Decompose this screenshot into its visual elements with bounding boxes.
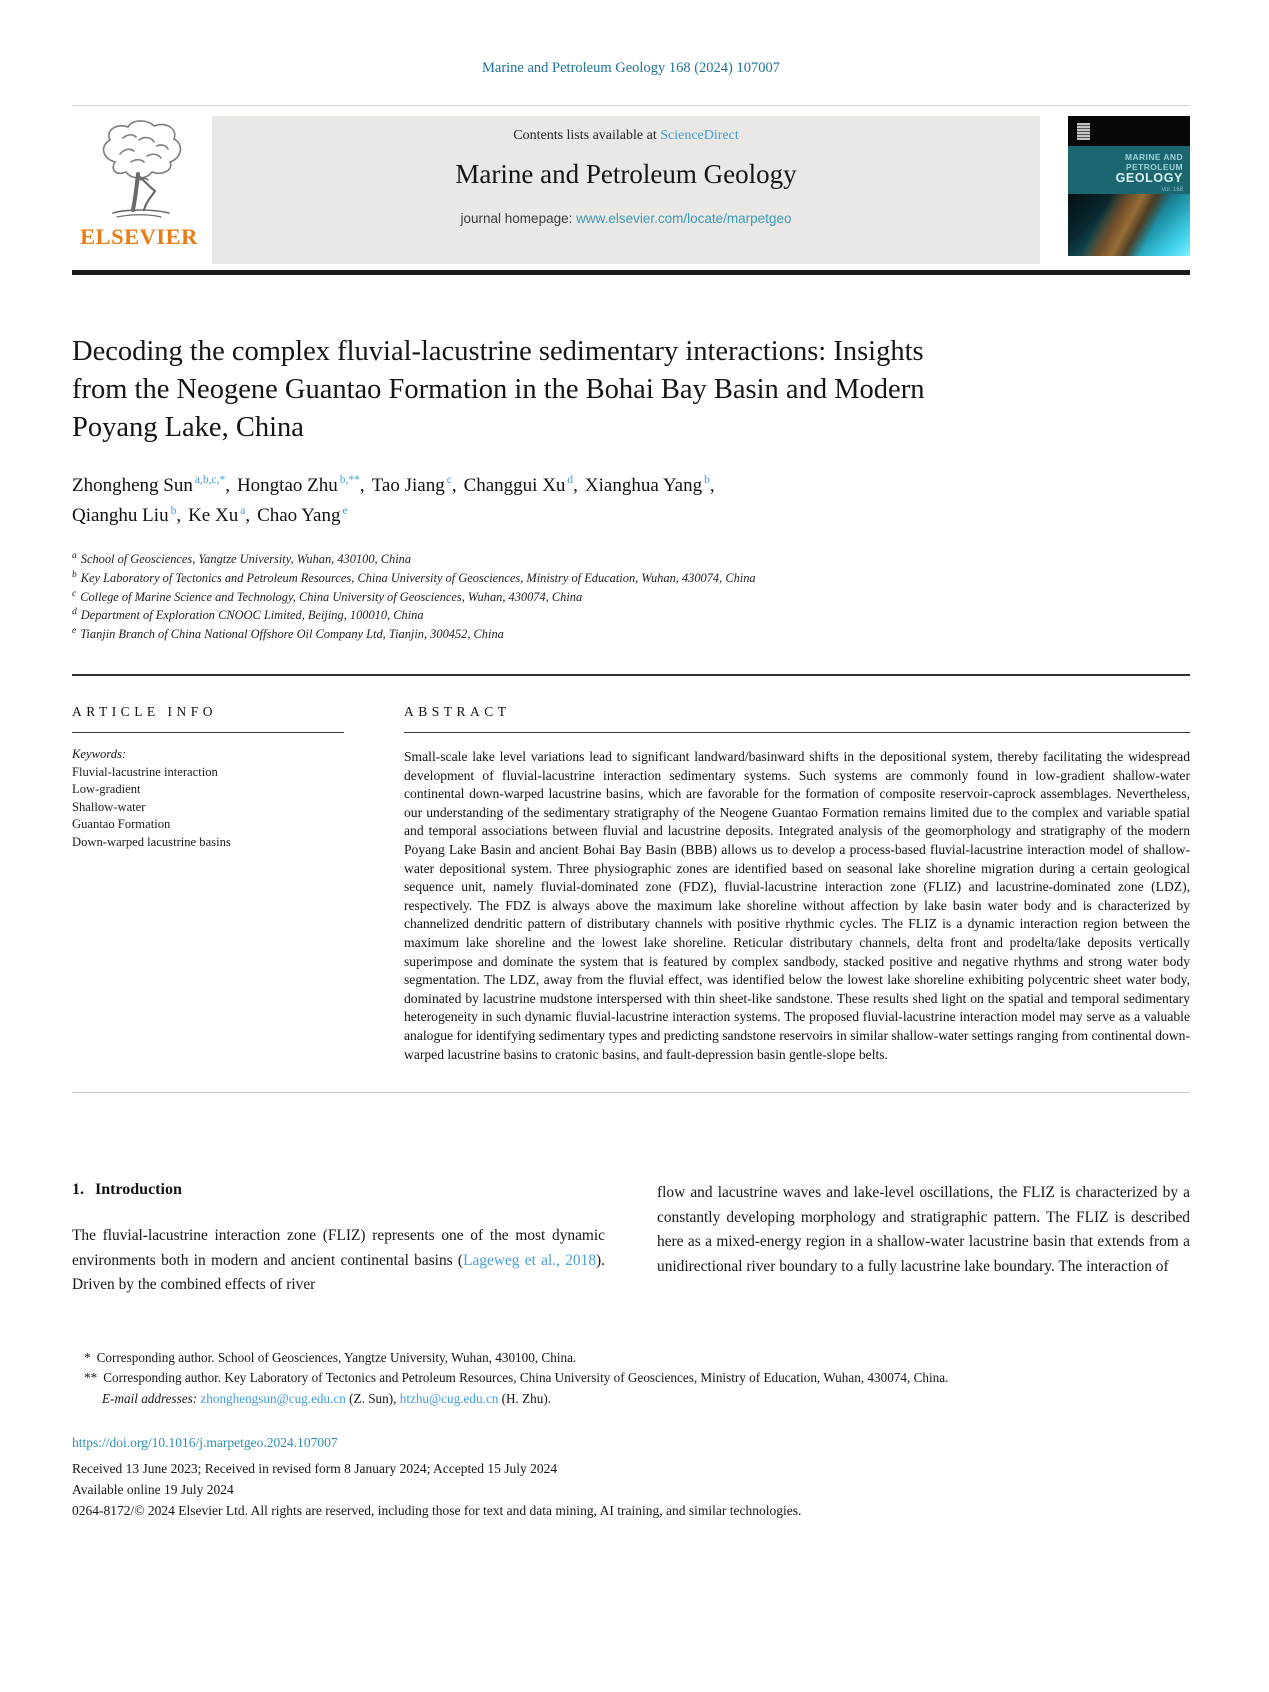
received-line: Received 13 June 2023; Received in revised form 8 January 2024; Accepted 15 July 2024 [72, 1461, 558, 1477]
section-number: 1. [72, 1181, 84, 1199]
copyright-line: 0264-8172/© 2024 Elsevier Ltd. All rights are reserved, including those for text and data mining, AI training, and similar technologies. [72, 1503, 802, 1519]
article-info-column [72, 676, 344, 1064]
available-online-line: Available online 19 July 2024 [72, 1482, 234, 1498]
article-history-block [72, 1458, 1190, 1521]
journal-cover-thumbnail[interactable] [1068, 116, 1190, 256]
homepage-line [212, 211, 1040, 226]
email-addresses-line [72, 1389, 1190, 1410]
section-title: Introduction [95, 1181, 182, 1199]
article-title-line: from the Neogene Guantao Formation in the Bohai Bay Basin and Modern [72, 373, 925, 405]
author-separator: , [709, 474, 715, 496]
author-affiliation-sup[interactable]: e [342, 504, 348, 517]
cover-publisher-mark-icon [1077, 123, 1090, 140]
author-affiliation-sup[interactable]: a,b,c,* [194, 474, 226, 487]
article-title-line: Decoding the complex fluvial-lacustrine sedimentary interactions: Insights [72, 336, 924, 367]
sciencedirect-link[interactable]: ScienceDirect [660, 128, 739, 143]
abstract-bottom-divider [72, 1092, 1190, 1093]
keyword: Fluvial-lacustrine interaction [72, 764, 218, 779]
article-title [72, 333, 1072, 447]
author-name: Tao Jiang [371, 474, 445, 496]
cover-title-line: GEOLOGY [1115, 171, 1183, 185]
journal-reference: Marine and Petroleum Geology 168 (2024) 107007 [481, 60, 780, 76]
intro-paragraph: flow and lacustrine waves and lake-level oscillations, the FLIZ is characterized by a constantly developing morphology and stratigraphic pattern. The FLIZ is described here as a mixed-energy region in a shallow-water lacustrine basin that extends from a unidirectional river boundary to a fully lacustrine lake boundary. The interaction of [657, 1184, 1190, 1275]
intro-text: The fluvial-lacustrine interaction zone (FLIZ) represents one of the most dynamic environments both in modern and ancient continental basins ( [72, 1227, 605, 1269]
affiliation-text: Department of Exploration CNOOC Limited, Beijing, 100010, China [80, 608, 424, 623]
article-info-heading: ARTICLE INFO [72, 704, 344, 733]
intro-paragraph [72, 1224, 605, 1298]
journal-banner [212, 116, 1040, 264]
citation-link[interactable]: Lageweg et al., 2018 [463, 1251, 597, 1269]
cover-title-line: MARINE AND [1125, 152, 1183, 162]
footnote-text: Corresponding author. Key Laboratory of Tectonics and Petroleum Resources, China University of Geosciences, Ministry of Education, Wuhan, 430074, China. [103, 1370, 949, 1386]
author-name: Xianghua Yang [584, 474, 703, 496]
affiliation [72, 568, 1190, 587]
author-affiliation-sup[interactable]: a [240, 504, 246, 517]
author-separator: , [176, 505, 182, 527]
keyword: Guantao Formation [72, 817, 171, 832]
cover-title-band [1068, 146, 1190, 194]
elsevier-logo[interactable] [72, 116, 206, 250]
author [585, 475, 715, 496]
affiliation-list [72, 549, 1190, 642]
abstract-column [404, 676, 1190, 1064]
affiliation [72, 624, 1190, 643]
affiliation [72, 605, 1190, 624]
affiliation-sup: c [72, 588, 77, 599]
affiliation-text: College of Marine Science and Technology, China University of Geosciences, Wuhan, 430074, China [80, 589, 583, 604]
footnote-corresponding-1 [72, 1348, 1190, 1369]
keywords-label: Keywords: [72, 747, 127, 762]
author-list [72, 471, 1190, 532]
author [237, 475, 365, 496]
affiliation [72, 549, 1190, 568]
author [72, 505, 181, 526]
affiliation-sup: a [72, 551, 77, 562]
author-separator: , [225, 474, 230, 496]
cover-ocean-image [1068, 194, 1190, 256]
author-affiliation-sup[interactable]: c [446, 474, 452, 487]
section-heading [72, 1181, 605, 1199]
affiliation [72, 587, 1190, 606]
elsevier-tree-icon [87, 118, 191, 222]
introduction-section [72, 1181, 1190, 1298]
info-abstract-section [72, 676, 1190, 1064]
homepage-link[interactable]: www.elsevier.com/locate/marpetgeo [576, 211, 792, 226]
footnote-corresponding-2 [72, 1368, 1190, 1389]
elsevier-wordmark: ELSEVIER [80, 224, 198, 249]
affiliation-text: Tianjin Branch of China National Offshore Oil Company Ltd, Tianjin, 300452, China [80, 626, 504, 641]
intro-left-column [72, 1181, 605, 1298]
author-name: Chao Yang [257, 505, 341, 527]
affiliation-sup: e [72, 625, 77, 636]
author-separator: , [245, 505, 251, 527]
author-name: Zhongheng Sun [72, 474, 193, 496]
journal-header [72, 105, 1190, 264]
author-separator: , [573, 474, 578, 496]
email-label: E-mail addresses: [102, 1390, 198, 1406]
keyword: Down-warped lacustrine basins [72, 834, 231, 849]
author [464, 475, 578, 496]
author-separator: , [451, 474, 457, 496]
affiliation-sup: d [72, 607, 77, 618]
affiliation-sup: b [72, 569, 77, 580]
affiliation-text: School of Geosciences, Yangtze University, Wuhan, 430100, China [80, 552, 412, 567]
author-name: Changgui Xu [463, 474, 566, 496]
homepage-prefix: journal homepage: [460, 211, 577, 226]
contents-line [212, 128, 1040, 144]
header-divider [72, 270, 1190, 275]
author [257, 505, 348, 526]
author-affiliation-sup[interactable]: b [704, 474, 710, 487]
author-separator: , [359, 474, 365, 496]
doi-line [72, 1435, 1190, 1451]
intro-text: ). Driven by the combined effects of river [72, 1251, 605, 1294]
email-owner: (H. Zhu). [501, 1390, 552, 1406]
contents-prefix: Contents lists available at [513, 128, 661, 143]
cover-volume-label: Vol. 168 [1161, 187, 1183, 193]
footnote-text: Corresponding author. School of Geosciences, Yangtze University, Wuhan, 430100, China. [96, 1349, 577, 1365]
affiliation-text: Key Laboratory of Tectonics and Petroleum Resources, China University of Geosciences, Ministry of Education, Wuhan, 430074, China [80, 571, 756, 586]
author [372, 475, 457, 496]
abstract-heading: ABSTRACT [404, 704, 1190, 733]
author-line [72, 501, 1190, 531]
journal-title: Marine and Petroleum Geology [455, 159, 797, 189]
author [188, 505, 250, 526]
author-name: Ke Xu [188, 505, 239, 527]
abstract-text: Small-scale lake level variations lead to significant landward/basinward shifts in the depositional system, thereby facilitating the widespread development of fluvial-lacustrine interaction sedimentary systems. Such systems are commonly found in low-gradient shallow-water continental down-warped lacustrine basins, which are favorable for the formation of composite reservoir-caprock assemblages. Nevertheless, our understanding of the sedimentary stratigraphy of the Neogene Guantao Formation remains limited due to the complex and variable spatial and temporal associations between fluvial and lacustrine deposits. Integrated analysis of the geomorphology and stratigraphy of the modern Poyang Lake Basin and ancient Bohai Bay Basin (BBB) allows us to develop a process-based fluvial-lacustrine interaction model of shallow-water depositional system. Three physiographic zones are identified based on seasonal lake shoreline migration during a certain geological sequence unit, namely fluvial-dominated zone (FDZ), fluvial-lacustrine interaction zone (FLIZ) and lacustrine-dominated zone (LDZ), respectively. The FDZ is always above the maximum lake shoreline without affection by lake basin water body and is characterized by channelized dendritic pattern of distributary channels with positive rhythmic cycles. The FLIZ is a dynamic interaction region between the maximum lake shoreline and the lowest lake shoreline. Reticular distributary channels, delta front and prodelta/lake deposits vertically superimpose and dominate the system that is featured by complex sandbody, stacked positive and negative rhythms and strong water body segmentation. The LDZ, away from the fluvial effect, was identified below the lowest lake shoreline exhibiting polycentric sheet water body, dominated by lacustrine mudstone interspersed with thin sheet-like sandstone. These results shed light on the spatial and temporal sedimentary heterogeneity in such dynamic fluvial-lacustrine interaction systems. The proposed fluvial-lacustrine interaction model may serve as a valuable analogue for identifying sedimentary types and predicting sandstone reservoirs in similar shallow-water settings ranging from continental down-warped lacustrine basins to cratonic basins, and fault-depression basin gentle-slope belts. [404, 749, 1190, 1062]
author-name: Qianghu Liu [72, 505, 169, 527]
keyword: Low-gradient [72, 782, 141, 797]
author-affiliation-sup[interactable]: d [567, 474, 574, 487]
author-line [72, 471, 1190, 501]
author-affiliation-sup[interactable]: b [170, 504, 177, 517]
cover-title-line: PETROLEUM [1126, 162, 1183, 172]
footnotes-block [72, 1348, 1190, 1410]
keywords-block [72, 746, 344, 851]
footnote-marker: * [84, 1349, 91, 1365]
footnote-marker: ** [84, 1370, 98, 1386]
email-owner: (Z. Sun), [349, 1390, 397, 1406]
intro-right-column [657, 1181, 1190, 1298]
email-link[interactable]: zhonghengsun@cug.edu.cn [200, 1390, 346, 1406]
article-title-line: Poyang Lake, China [72, 411, 304, 443]
author [72, 475, 230, 496]
keyword: Shallow-water [72, 799, 146, 814]
author-name: Hongtao Zhu [236, 474, 338, 496]
author-affiliation-sup[interactable]: b,** [339, 474, 360, 487]
journal-article-page [72, 0, 1190, 1521]
email-link[interactable]: htzhu@cug.edu.cn [399, 1390, 499, 1406]
doi-link[interactable]: https://doi.org/10.1016/j.marpetgeo.2024.107007 [72, 1435, 338, 1451]
